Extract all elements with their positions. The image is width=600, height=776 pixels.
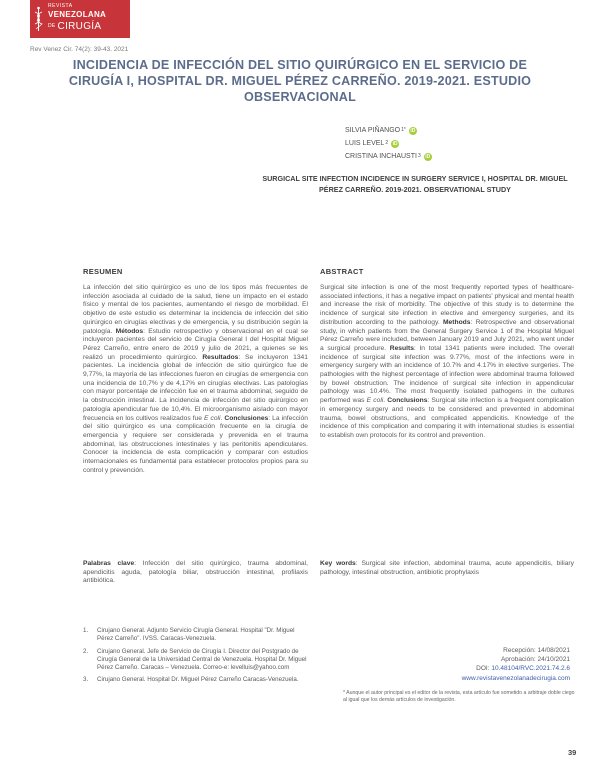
- abstract-results: : In total 1341 patients were included. The overall incidence of surgical site infection was 9.77%, most of the infections were in emergency surgery with an incidence of 10.7% and 4.17% in elective surgeries. The pathologies with the highest percentage of infection were abdominal trauma followed by bowel obstruction. The incidence of surgical site infection in appendicular pathology was 10.4%. The most frequently isolated pathogens in the cultures performed was: [320, 344, 575, 405]
- received-date: Recepción: 14/08/2021: [503, 647, 570, 654]
- doi-prefix: DOI:: [476, 665, 490, 673]
- author-name: LUIS LEVEL: [345, 140, 385, 147]
- footnote-item: [83, 648, 308, 673]
- website-line: [462, 674, 570, 683]
- affiliation-footnotes: [83, 627, 308, 689]
- footnote-number: 3.: [83, 676, 89, 684]
- resumen-resultados-label: Resultados: [202, 353, 239, 361]
- resumen-metodos: : Estudio retrospectivo y observacional en el cual se incluyeron pacientes del servicio de Cirugía General I del Hospital Miguel Pérez Carreño, entre enero de 2019 y julio de 2021, a quienes se les realizó un procedimiento quirúrgico.: [83, 327, 308, 361]
- orcid-icon[interactable]: iD: [410, 127, 416, 134]
- logo-line-venezolana: VENEZOLANA: [48, 10, 107, 19]
- resumen-ecoli: E coli: [204, 414, 221, 422]
- author-affiliation-mark: 1*: [401, 127, 406, 133]
- key-words-label: Key words: [320, 560, 356, 567]
- author-list: [345, 124, 432, 163]
- doi-link[interactable]: 10.48104/RVC.2021.74.2.6: [491, 665, 570, 673]
- footnote-text: Cirujano General. Jefe de Servicio de Cirugía I. Director del Postgrado de Cirugía General de la Universidad Central de Venezuela. Hospital Dr. Miguel Pérez Carreño. Caracas – Venezuela. Correo-e: levelluis@yahoo.com: [97, 647, 307, 672]
- author-name: SILVIA PIÑANGO: [345, 127, 401, 134]
- journal-citation: Rev Venez Cir. 74(2): 39-43. 2021: [30, 46, 129, 53]
- resumen-conclusiones-label: Conclusiones: [224, 414, 269, 422]
- key-words: [320, 560, 574, 577]
- abstract-heading: ABSTRACT: [320, 267, 364, 276]
- doi-line: [462, 664, 570, 673]
- english-title: SURGICAL SITE INFECTION INCIDENCE IN SURGERY SERVICE I, HOSPITAL DR. MIGUEL PÉREZ CARREÑO. 2019-2021. OBSERVATIONAL STUDY: [262, 174, 568, 194]
- logo-line-cirugia-text: CIRUGÍA: [57, 21, 102, 32]
- resumen-heading: RESUMEN: [83, 267, 123, 276]
- website-link[interactable]: www.revistavenezolanadecirugia.com: [461, 674, 570, 682]
- author-affiliation-mark: 2: [385, 140, 389, 146]
- orcid-icon[interactable]: iD: [392, 140, 398, 147]
- author-item: [345, 137, 432, 150]
- logo-line-revista: REVISTA: [48, 3, 73, 9]
- logo-line-de: DE: [48, 23, 56, 30]
- abstract-results-label: Results: [389, 344, 414, 352]
- footnote-item: [83, 676, 308, 684]
- author-name: CRISTINA INCHAUSTI: [345, 153, 417, 160]
- caduceus-icon: [33, 6, 44, 32]
- abstract-methods-label: Methods: [442, 318, 471, 326]
- author-item: [345, 124, 432, 137]
- author-affiliation-mark: 3: [417, 153, 421, 159]
- orcid-icon[interactable]: iD: [425, 153, 431, 160]
- editor-note: * Aunque el autor principal es el editor de la revista, esta artículo fue sometido a arbitraje doble ciego al igual que los demás artículos de investigación.: [343, 690, 575, 703]
- resumen-metodos-label: Métodos: [115, 327, 144, 335]
- author-item: [345, 150, 432, 163]
- abstract-ecoli: E coli: [366, 397, 384, 405]
- footnote-number: 1.: [83, 627, 89, 634]
- footnote-text: Cirujano General. Adjunto Servicio Cirugía General. Hospital "Dr. Miguel Pérez Carreño". IVSS. Caracas-Venezuela.: [97, 627, 295, 643]
- abstract-body: Surgical site infection is one of the most frequently reported types of healthcare-associated infections, it has a negative impact on patients' physical and mental health and increase the risk of morbidity. The objective of this study is to determine the incidence of surgical site infection in elective and emergency surgeries, and its distribution according to the pathology. Methods: Retrospective and observational study, in which patients from the General Surgery Service 1 of the Hospital Miguel Pérez Carreño were included, between January 2019 and July 2021, who went under a surgical procedure. Results: In total 1341 patients were included. The overall incidence of surgical site infection was 9.77%, most of the infections were in emergency surgery with an incidence of 10.7% and 4.17% in elective surgeries. The pathologies with the highest percentage of infection were abdominal trauma followed by bowel obstruction. The incidence of surgical site infection in appendicular pathology was 10.4%. The most frequently isolated pathogens in the cultures performed was E coli. Conclusions: Surgical site infection is a frequent complication in emergency surgery and needs to be considered and prevented in abdominal trauma, bowel obstructions, and complicated appendicitis. Knowledge of the incidence of this complication and comparing it with international studies is essential to establish own protocols for its control and prevention.: [320, 284, 575, 439]
- resumen-conclusiones: : La infección del sitio quirúrgico es una complicación frecuente en la cirugía de emergencia y requiere ser considerada y prevenida en el trauma abdominal, las obstrucciones intestinales y las peritonitis apendiculares. Conocer la incidencia de esta complicación y comparar con estudios internacionales es fundamental para establecer protocolos propios para su control y prevención.: [83, 414, 308, 474]
- palabras-clave-label: Palabras clave: [83, 560, 135, 567]
- abstract-intro: Surgical site infection is one of the most frequently reported types of healthcare-associated infections, it has a negative impact on patients' physical and mental health and increase the risk of morbidity. The objective of this study is to determine the incidence of surgical site infection in elective and emergency surgeries, and its distribution according to the pathology.: [320, 284, 574, 326]
- key-words-text: : Surgical site infection, abdominal trauma, acute appendicitis, biliary pathology, intestinal obstruction, antibiotic prophylaxis: [320, 560, 574, 576]
- abstract-conclusions-label: Conclusions: [387, 397, 428, 405]
- footnote-number: 2.: [83, 647, 89, 655]
- footnote-text: Cirujano General. Hospital Dr. Miguel Pérez Carreño Caracas-Venezuela.: [97, 676, 299, 684]
- palabras-clave-text: : Infección del sitio quirúrgico, trauma abdominal, apendicitis aguda, patología biliar, obstrucción intestinal, profilaxis antibiótica.: [83, 560, 308, 585]
- resumen-intro: La infección del sitio quirúrgico es uno de los tipos más frecuentes de infección asociada al cuidado de la salud, tiene un impacto en el estado físico y mental de los pacientes, aumentando el riesgo de morbilidad. El objetivo de este estudio es determinar la incidencia de infección del sitio quirúrgico en cirugías electivas y de emergencia, y su distribución según la patología.: [83, 284, 308, 335]
- resumen-resultados: : Se incluyeron 1341 pacientes. La incidencia global de infección de sitio quirúrgico fue de 9,77%, la mayoría de las infecciones fueron en cirugías de emergencia con una incidencia de 10,7% y de 4,17% en cirugías electivas. Las patologías con mayor porcentaje de infección fue en el trauma abdominal, seguido de la obstrucción intestinal. La incidencia de infección del sitio quirúrgico en patología apendicular fue de 10,4%. El microorganismo aislado con mayor frecuencia en los cultivos realizados fue: [83, 353, 309, 422]
- logo-line-cirugia: [48, 21, 101, 32]
- article-title: INCIDENCIA DE INFECCIÓN DEL SITIO QUIRÚRGICO EN EL SERVICIO DE CIRUGÍA I, HOSPITAL DR. MIGUEL PÉREZ CARREÑO. 2019-2021. ESTUDIO OBSERVACIONAL: [68, 58, 532, 104]
- abstract-conclusions: : Surgical site infection is a frequent complication in emergency surgery and needs to be considered and prevented in abdominal trauma, bowel obstructions, and complicated appendicitis. Knowledge of the incidence of this complication and comparing it with international studies is essential to establish own protocols for its control and prevention.: [320, 397, 574, 439]
- page-number: 39: [568, 748, 577, 757]
- article-dates: [462, 646, 570, 683]
- abstract-methods: : Retrospective and observational study, in which patients from the General Surgery Service 1 of the Hospital Miguel Pérez Carreño were included, between January 2019 and July 2021, who went under a surgical procedure.: [320, 318, 574, 352]
- palabras-clave: [83, 560, 308, 586]
- footnote-item: [83, 627, 308, 644]
- resumen-body: La infección del sitio quirúrgico es uno de los tipos más frecuentes de infección asociada al cuidado de la salud, tiene un impacto en el estado físico y mental de los pacientes, aumentando el riesgo de morbilidad. El objetivo de este estudio es determinar la incidencia de infección del sitio quirúrgico en cirugías electivas y de emergencia, y su distribución según la patología. Métodos: Estudio retrospectivo y observacional en el cual se incluyeron pacientes del servicio de Cirugía General I del Hospital Miguel Pérez Carreño, entre enero de 2019 y julio de 2021, a quienes se les realizó un procedimiento quirúrgico. Resultados: Se incluyeron 1341 pacientes. La incidencia global de infección de sitio quirúrgico fue de 9,77%, la mayoría de las infecciones fueron en cirugías de emergencia con una incidencia de 10,7% y de 4,17% en cirugías electivas. Las patologías con mayor porcentaje de infección fue en el trauma abdominal, seguido de la obstrucción intestinal. La incidencia de infección del sitio quirúrgico en patología apendicular fue de 10,4%. El microorganismo aislado con mayor frecuencia en los cultivos realizados fue E coli. Conclusiones: La infección del sitio quirúrgico es una complicación frecuente en la cirugía de emergencia y requiere ser considerada y prevenida en el trauma abdominal, las obstrucciones intestinales y las peritonitis apendiculares. Conocer la incidencia de esta complicación y comparar con estudios internacionales es fundamental para establecer protocolos propios para su control y prevención.: [83, 284, 309, 474]
- approved-date: Aprobación: 24/10/2021: [500, 656, 570, 664]
- journal-logo: [30, 0, 130, 38]
